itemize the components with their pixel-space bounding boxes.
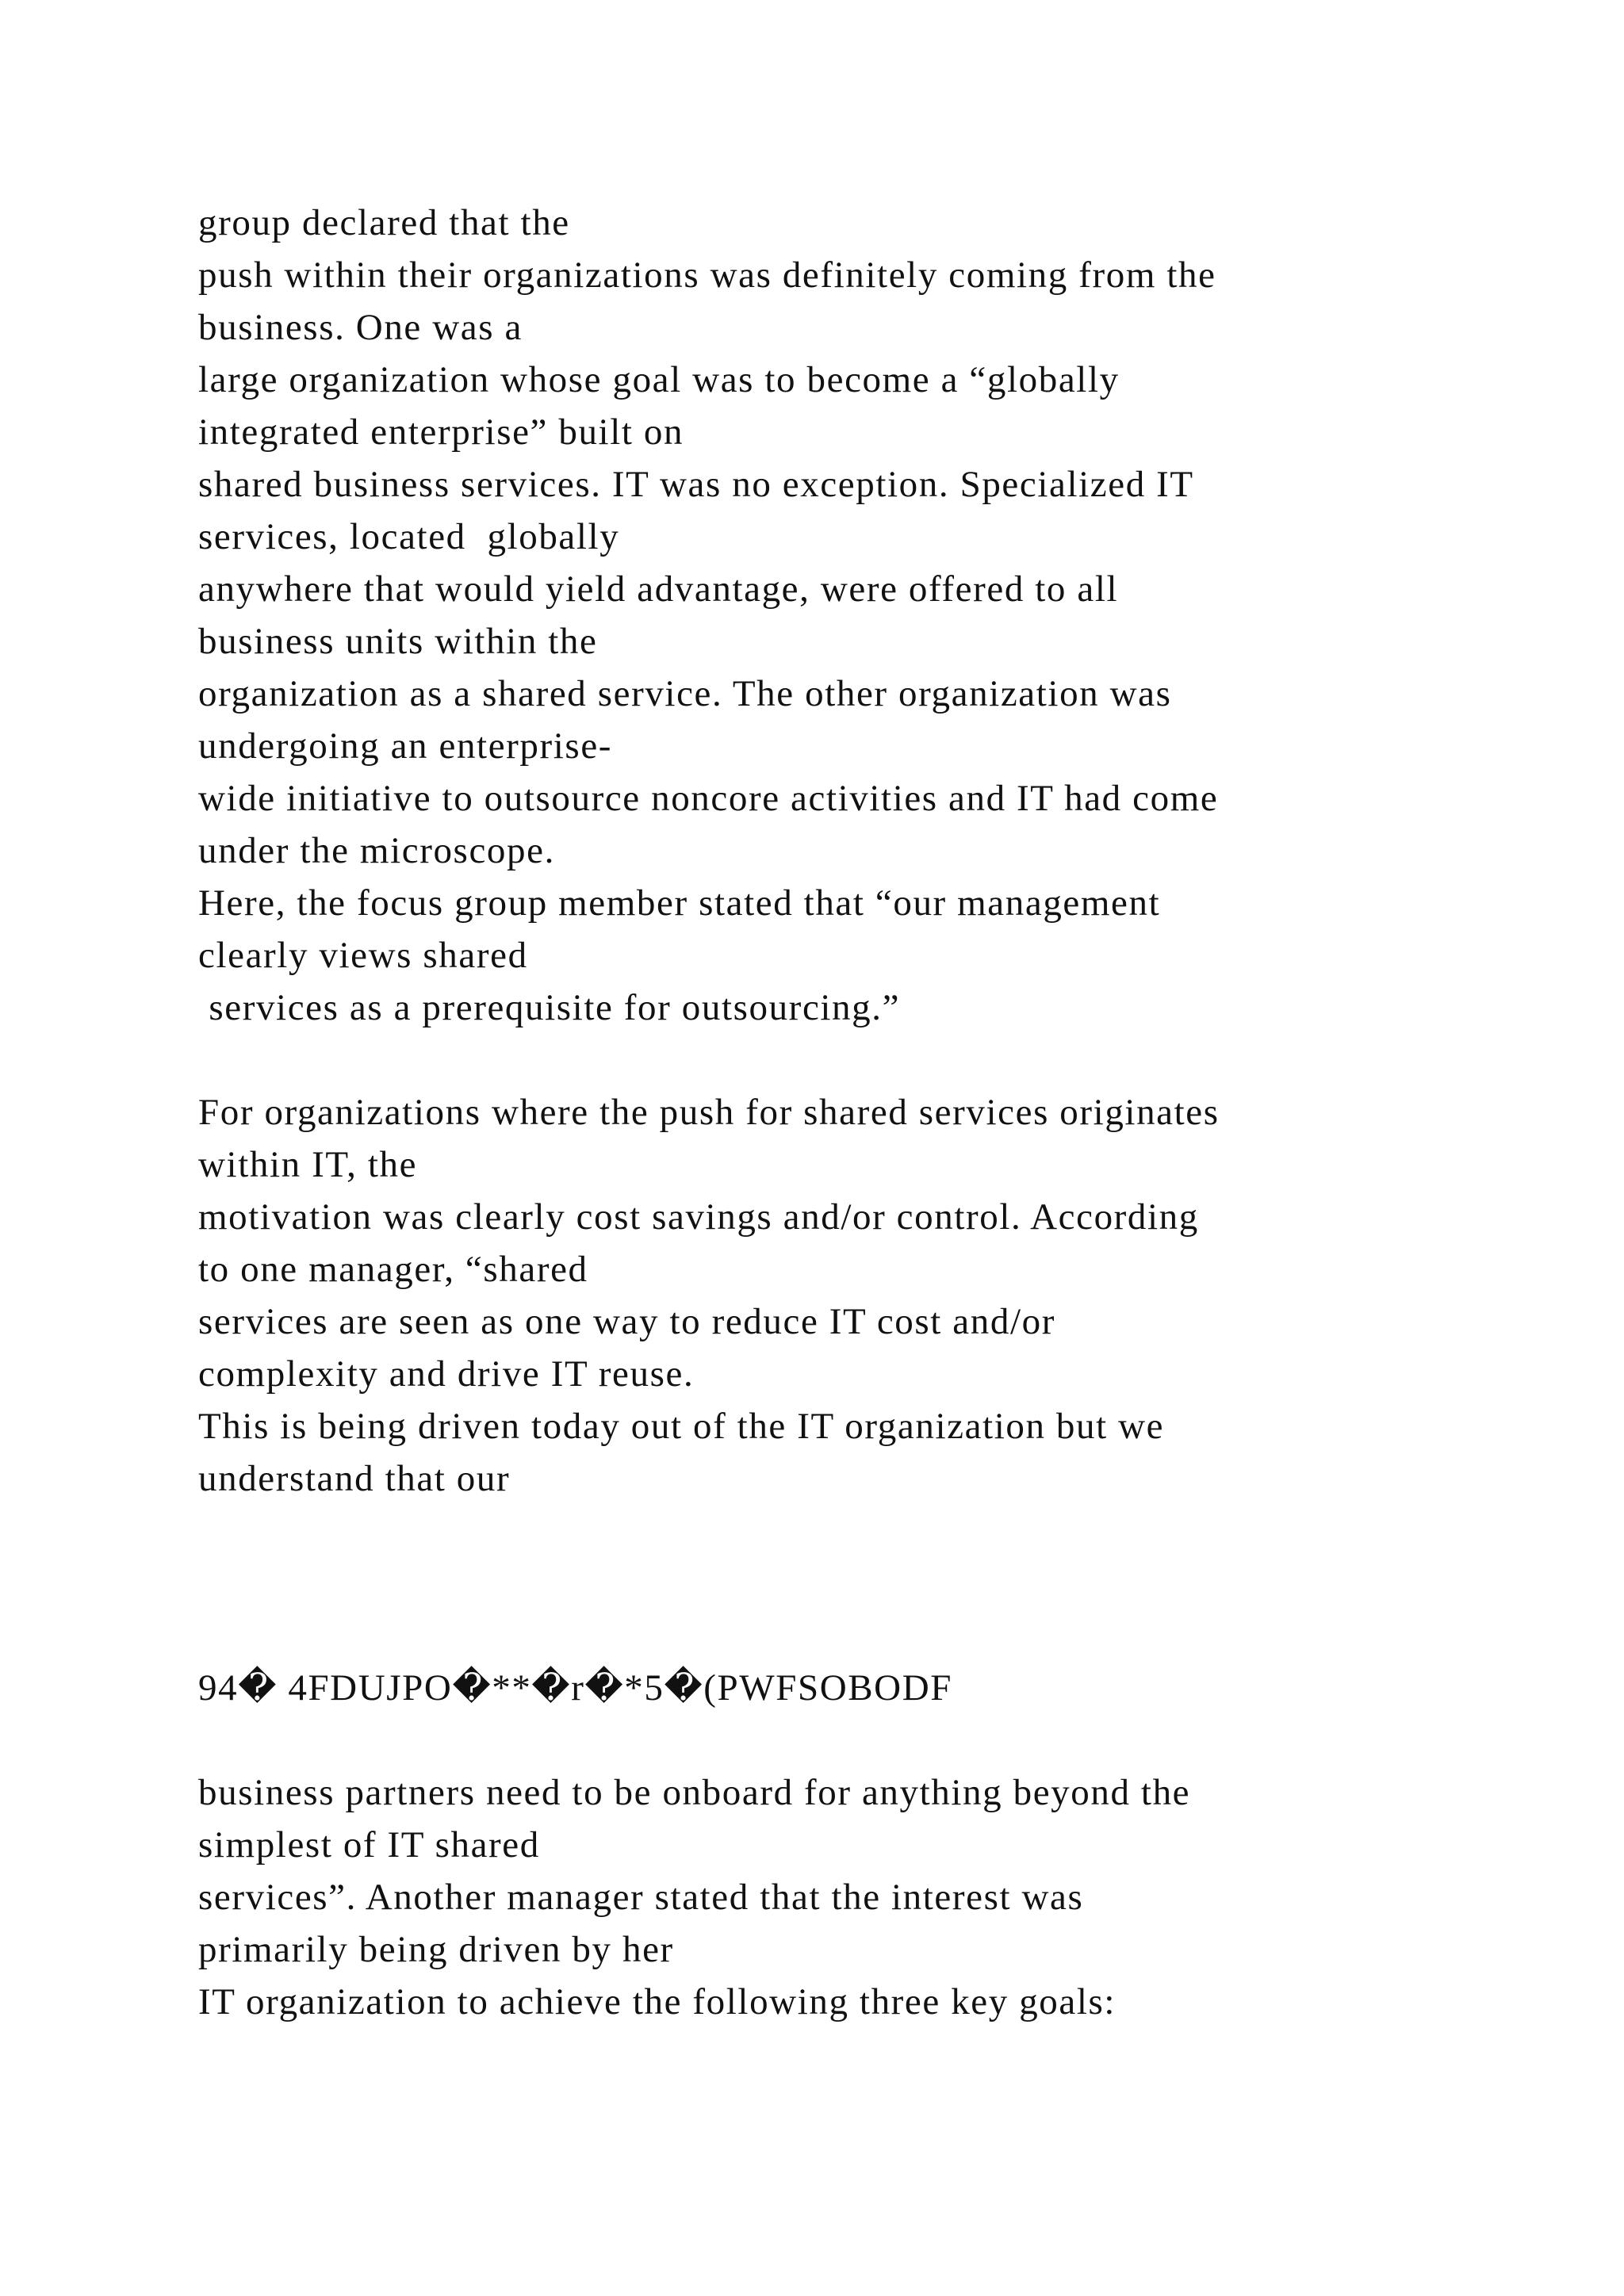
text-line: clearly views shared [198, 935, 528, 976]
text-line: group declared that the [198, 202, 570, 243]
text-line: primarily being driven by her [198, 1929, 674, 1970]
text-line: business partners need to be onboard for anything beyond the [198, 1772, 1191, 1813]
running-header-garbled: 94� 4FDUJPO�**�r�*5�(PWFSOBODF [198, 1667, 953, 1709]
text-line: wide initiative to outsource noncore activities and IT had come [198, 778, 1219, 819]
paragraph-focus-group [198, 197, 1507, 1034]
text-line: services as a prerequisite for outsourcing.” [198, 987, 901, 1028]
text-line: motivation was clearly cost savings and/or control. According [198, 1196, 1199, 1238]
text-line: Here, the focus group member stated that “our management [198, 882, 1161, 924]
text-line: business. One was a [198, 307, 523, 348]
text-line: complexity and drive IT reuse. [198, 1353, 695, 1395]
paragraph-business-partners [198, 1766, 1507, 2028]
text-line: push within their organizations was definitely coming from the [198, 254, 1216, 296]
text-line: under the microscope. [198, 830, 555, 871]
text-line: business units within the [198, 621, 598, 662]
text-line: understand that our [198, 1458, 511, 1499]
text-line: anywhere that would yield advantage, were offered to all [198, 568, 1119, 610]
text-line: For organizations where the push for shared services originates [198, 1092, 1220, 1133]
text-line: to one manager, “shared [198, 1249, 588, 1290]
text-line: IT organization to achieve the following three key goals: [198, 1981, 1116, 2022]
text-line: simplest of IT shared [198, 1824, 540, 1866]
text-line: services”. Another manager stated that the interest was [198, 1877, 1084, 1918]
text-line: This is being driven today out of the IT organization but we [198, 1406, 1165, 1447]
text-line: organization as a shared service. The other organization was [198, 673, 1172, 714]
text-line: within IT, the [198, 1144, 418, 1185]
text-line: services, located globally [198, 516, 620, 557]
text-line: undergoing an enterprise- [198, 725, 613, 767]
text-line: services are seen as one way to reduce IT cost and/or [198, 1301, 1055, 1342]
text-line: shared business services. IT was no exception. Specialized IT [198, 464, 1194, 505]
text-line: integrated enterprise” built on [198, 411, 684, 453]
text-line: large organization whose goal was to become a “globally [198, 359, 1120, 400]
paragraph-it-motivation [198, 1086, 1507, 1505]
